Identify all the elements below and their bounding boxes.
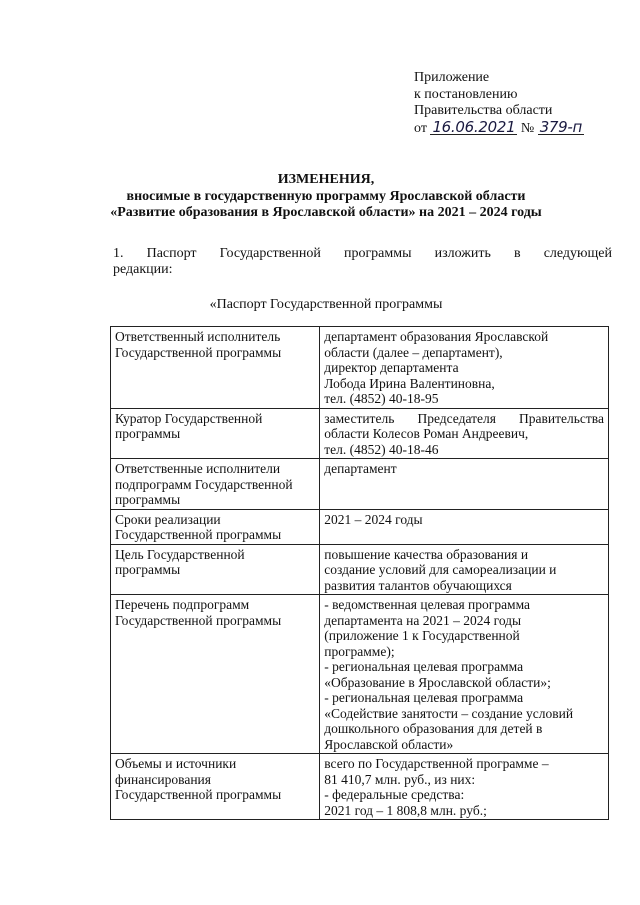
row-label-cell [111,509,320,544]
paragraph-line: 1. Паспорт Государственной программы изложить в следующей [113,246,612,261]
row-label-line: подпрограмм Государственной [115,476,293,492]
row-value-line: (приложение 1 к Государственной [324,628,520,643]
row-value-cell [320,595,609,754]
row-value-line: тел. (4852) 40-18-95 [324,391,439,406]
row-label-cell [111,544,320,595]
appendix-block [414,70,584,137]
handwritten-number: 379-п [539,117,583,136]
row-value-line: программе); [324,643,395,659]
passport-table [110,326,609,820]
row-label-line: Государственной программы [115,344,282,360]
row-value-line: создание условий для самореализации и [324,562,557,577]
row-value-cell [320,408,609,459]
row-value-line: 81 410,7 млн. руб., из них: [324,771,476,787]
row-value-line: - региональная целевая программа [324,659,524,674]
table-row [111,544,609,595]
row-label-line: Государственной программы [115,527,282,542]
row-label-line: программы [115,492,181,507]
row-value-line: заместитель Председателя Правительства [324,410,604,426]
row-value-line: 2021 – 2024 годы [324,511,423,527]
row-label-line: Государственной программы [115,787,282,802]
row-label-line: Ответственные исполнители [115,461,281,476]
handwritten-date: 16.06.2021 [432,117,516,136]
row-value-line: - ведомственная целевая программа [324,597,531,612]
row-label-line: финансирования [115,771,211,787]
date-prefix: от [414,120,427,136]
row-value-line: повышение качества образования и [324,546,529,562]
row-value-cell [320,509,609,544]
row-value-line: департамента на 2021 – 2024 годы [324,612,522,628]
row-value-line: 2021 год – 1 808,8 млн. руб.; [324,802,487,818]
row-value-line: департамент [324,461,397,476]
row-label-cell [111,327,320,409]
row-value-cell [320,459,609,510]
row-value-line: «Образование в Ярославской области»; [324,674,551,690]
table-row [111,754,609,820]
row-value-line: директор департамента [324,360,459,375]
table-row [111,509,609,544]
table-row [111,459,609,510]
row-label-line: Объемы и источники [115,756,237,771]
row-value-line: - региональная целевая программа [324,690,524,705]
document-title [40,172,612,222]
row-value-line: тел. (4852) 40-18-46 [324,441,439,457]
row-label-cell [111,595,320,754]
number-prefix: № [520,120,535,136]
table-row [111,595,609,754]
appendix-line: к постановлению [414,86,518,102]
row-value-cell [320,754,609,820]
row-value-line: «Содействие занятости – создание условий [324,705,574,721]
row-label-line: Куратор Государственной [115,410,263,426]
row-label-cell [111,754,320,820]
row-label-line: Цель Государственной [115,546,245,562]
row-label-cell [111,408,320,459]
table-row [111,408,609,459]
row-value-line: всего по Государственной программе – [324,756,549,771]
appendix-date-line [414,117,584,138]
row-value-line: - федеральные средства: [324,787,465,802]
passport-heading: «Паспорт Государственной программы [209,297,443,312]
row-value-cell [320,544,609,595]
paragraph-line: редакции: [113,262,173,277]
row-value-line: департамент образования Ярославской [324,329,549,344]
row-label-line: Перечень подпрограмм [115,597,250,612]
row-value-line: дошкольного образования для детей в [324,721,543,736]
row-value-line: развития талантов обучающихся [324,577,512,593]
appendix-line: Приложение [414,70,490,85]
row-value-line: области (далее – департамент), [324,344,503,360]
title-line: ИЗМЕНЕНИЯ, [277,172,375,187]
row-label-line: Ответственный исполнитель [115,329,281,344]
table-row [111,327,609,409]
title-line: вносимые в государственную программу Ярославской области [126,188,526,204]
row-label-line: программы [115,562,181,577]
row-label-line: программы [115,426,181,441]
row-label-line: Государственной программы [115,612,282,628]
row-value-line: области Колесов Роман Андреевич, [324,426,529,441]
title-line: «Развитие образования в Ярославской области» на 2021 – 2024 годы [110,205,542,220]
row-value-line: Лобода Ирина Валентиновна, [324,375,495,391]
row-label-line: Сроки реализации [115,511,221,527]
row-value-line: Ярославской области» [324,736,454,752]
row-label-cell [111,459,320,510]
row-value-cell [320,327,609,409]
appendix-line: Правительства области [414,103,553,118]
